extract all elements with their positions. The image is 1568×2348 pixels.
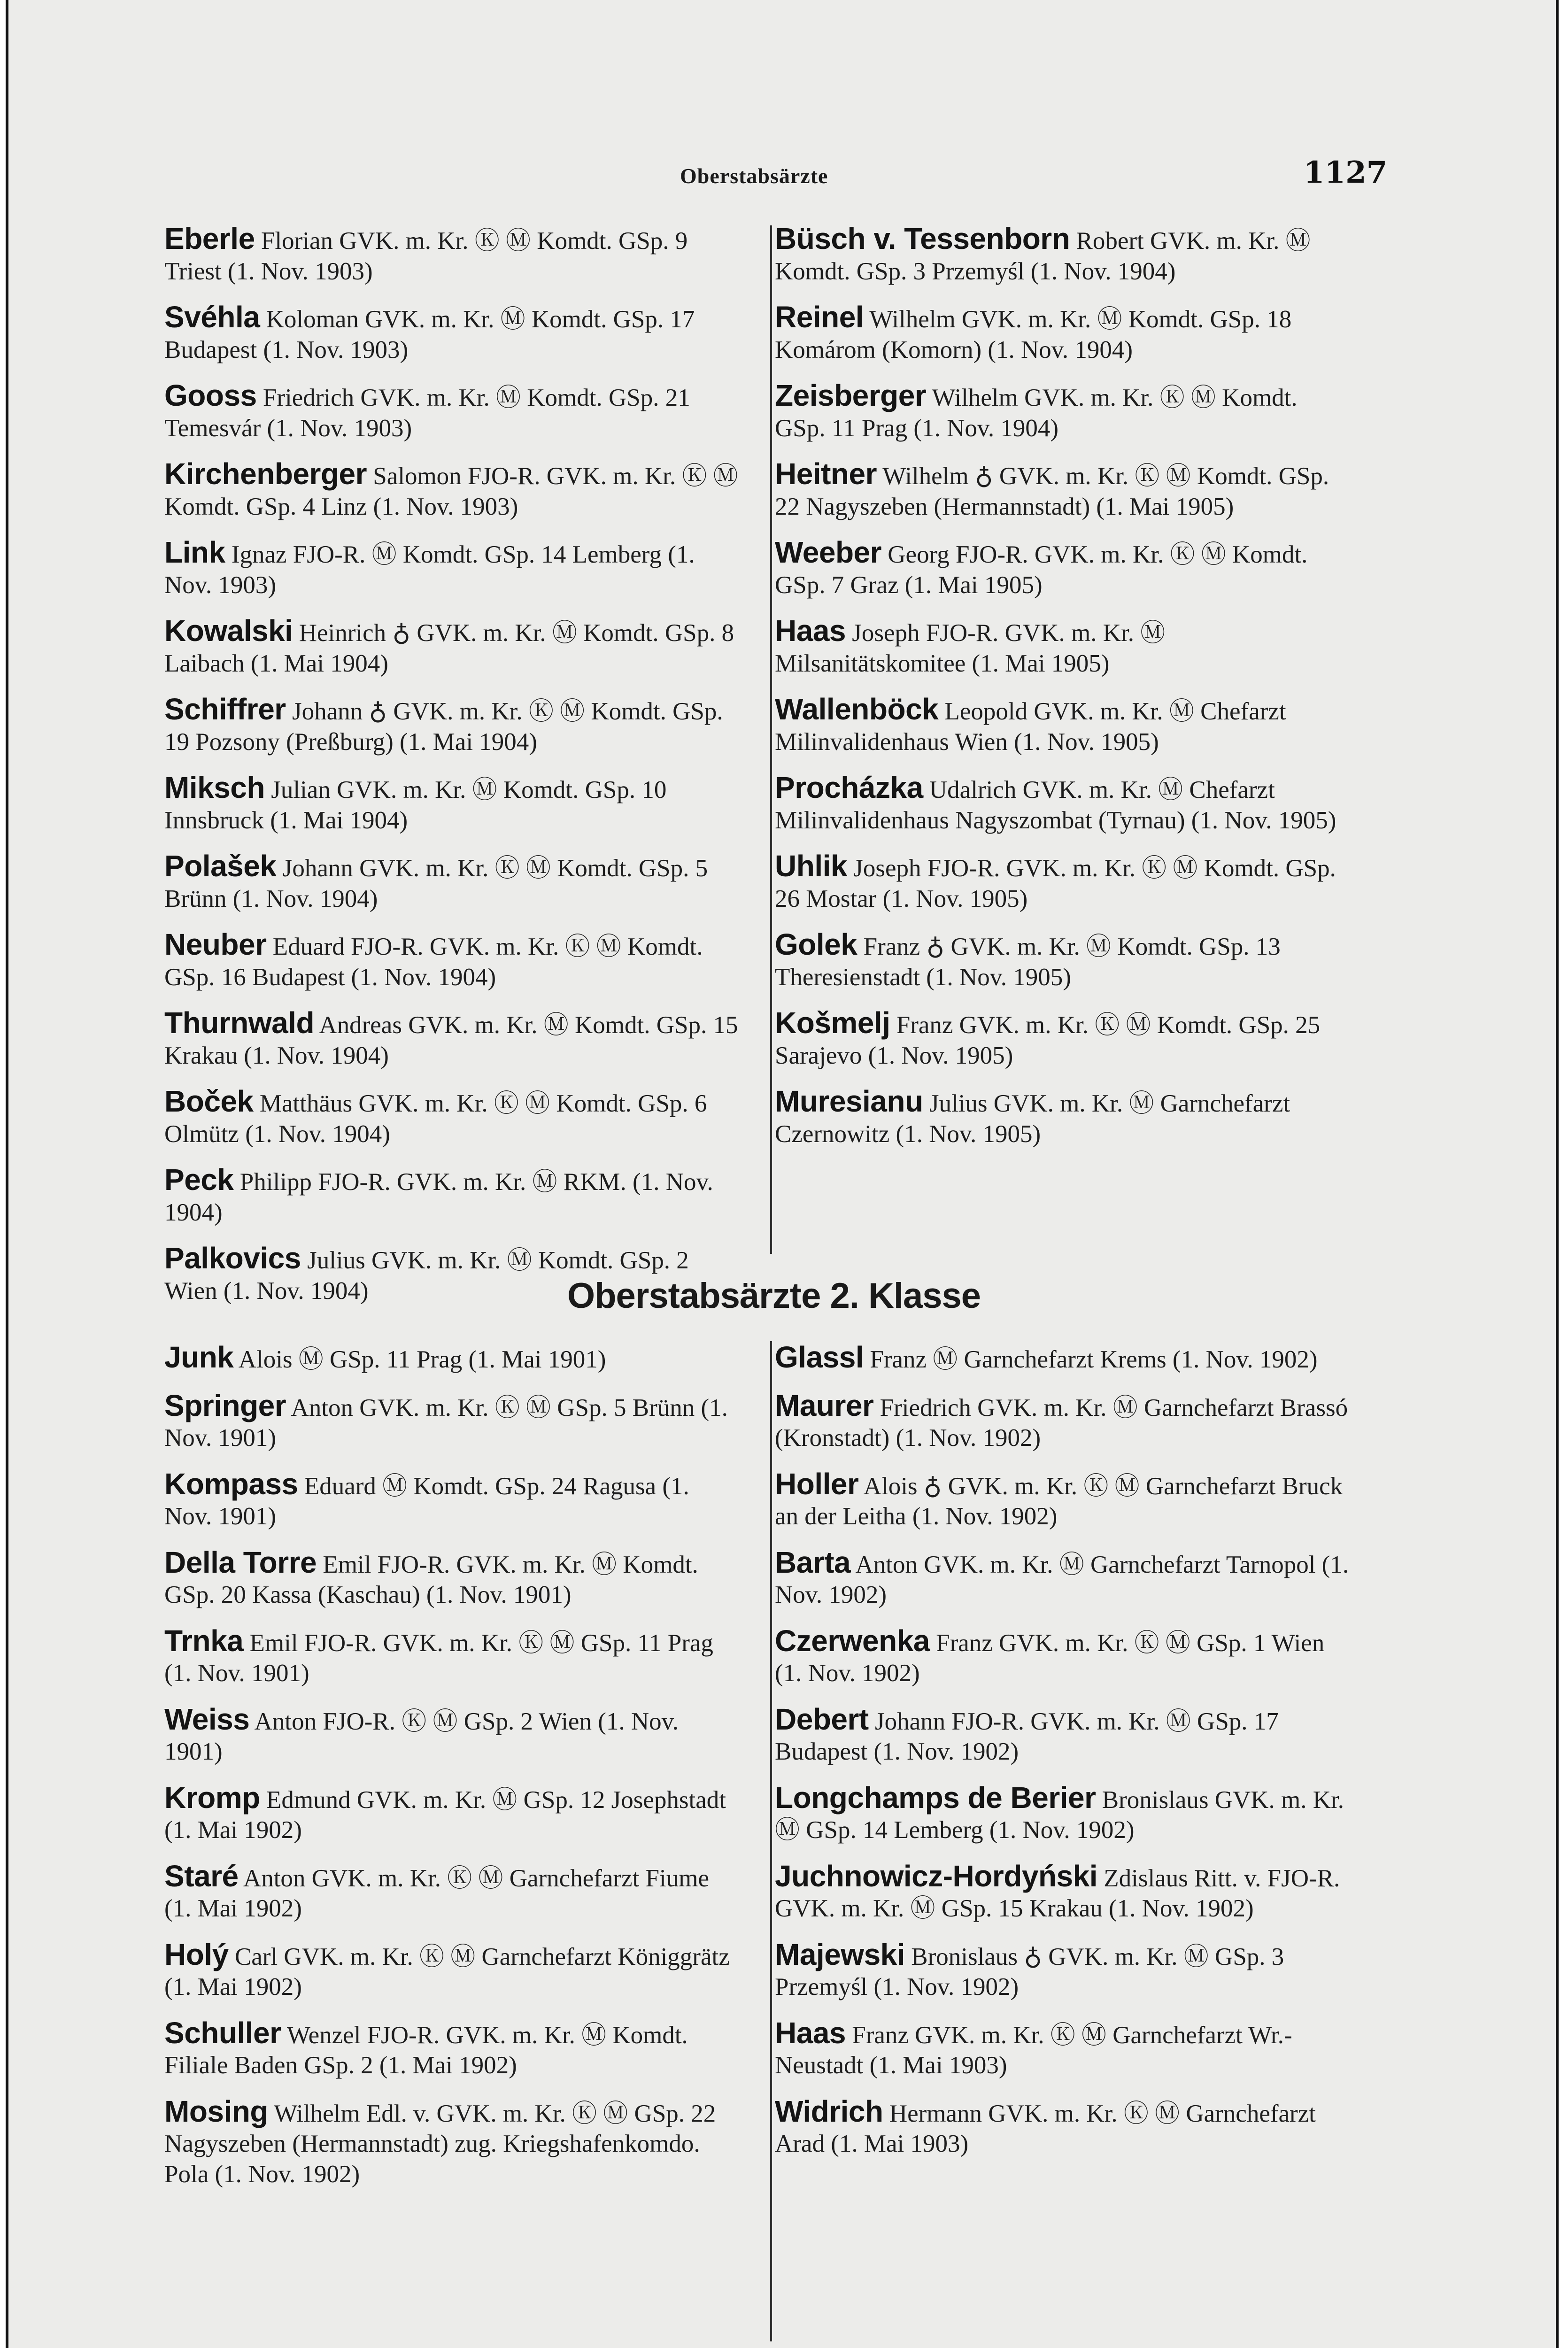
roster-entry: [775, 2018, 1350, 2081]
officer-details: Julius GVK. m. Kr. Ⓜ Garnchefarzt Czernowitz (1. Nov. 1905): [775, 1090, 1290, 1148]
roster-entry: [775, 1704, 1350, 1767]
roster-entry: [775, 380, 1350, 443]
officer-surname: Czerwenka: [775, 1623, 930, 1658]
officer-surname: Link: [164, 535, 225, 569]
roster-entry: [164, 1086, 740, 1149]
column-top-left: [164, 224, 740, 1321]
roster-entry: [775, 302, 1350, 365]
roster-entry: [775, 1861, 1350, 1924]
officer-surname: Longchamps de Berier: [775, 1780, 1096, 1815]
officer-surname: Heitner: [775, 457, 877, 491]
officer-surname: Trnka: [164, 1623, 244, 1658]
officer-details: Julian GVK. m. Kr. Ⓜ Komdt. GSp. 10 Innsbruck (1. Mai 1904): [164, 776, 667, 834]
officer-details: Franz GVK. m. Kr. Ⓚ Ⓜ Komdt. GSp. 25 Sarajevo (1. Nov. 1905): [775, 1012, 1321, 1069]
officer-details: Georg FJO-R. GVK. m. Kr. Ⓚ Ⓜ Komdt. GSp. 7 Graz (1. Mai 1905): [775, 541, 1308, 599]
officer-surname: Della Torre: [164, 1545, 317, 1579]
roster-entry: [164, 2096, 740, 2190]
roster-entry: [775, 1342, 1350, 1375]
column-divider-bottom: [770, 1341, 772, 2341]
officer-surname: Haas: [775, 2016, 846, 2050]
officer-surname: Junk: [164, 1340, 234, 1374]
officer-details: Carl GVK. m. Kr. Ⓚ Ⓜ Garnchefarzt Königgrätz (1. Mai 1902): [164, 1943, 730, 2000]
officer-details: Franz ♁ GVK. m. Kr. Ⓜ Komdt. GSp. 13 Theresienstadt (1. Nov. 1905): [775, 933, 1281, 991]
officer-details: Joseph FJO-R. GVK. m. Kr. Ⓚ Ⓜ Komdt. GSp. 26 Mostar (1. Nov. 1905): [775, 855, 1336, 912]
officer-surname: Holler: [775, 1467, 859, 1501]
officer-surname: Thurnwald: [164, 1006, 315, 1040]
officer-surname: Majewski: [775, 1937, 905, 1971]
roster-entry: [164, 459, 740, 522]
roster-entry: [164, 302, 740, 365]
officer-details: Wilhelm GVK. m. Kr. Ⓜ Komdt. GSp. 18 Komárom (Komorn) (1. Nov. 1904): [775, 306, 1292, 363]
officer-surname: Debert: [775, 1702, 869, 1736]
roster-entry: [775, 459, 1350, 522]
roster-entry: [164, 929, 740, 992]
officer-surname: Maurer: [775, 1388, 874, 1422]
roster-entry: [164, 1623, 740, 1689]
officer-details: Anton FJO-R. Ⓚ Ⓜ GSp. 2 Wien (1. Nov. 1901): [164, 1707, 679, 1765]
roster-entry: [775, 694, 1350, 757]
roster-entry: [164, 1547, 740, 1610]
officer-surname: Widrich: [775, 2094, 883, 2128]
column-divider-top: [770, 225, 772, 1254]
officer-surname: Mosing: [164, 2094, 268, 2128]
roster-entry: [164, 1342, 740, 1375]
officer-details: Florian GVK. m. Kr. Ⓚ Ⓜ Komdt. GSp. 9 Triest (1. Nov. 1903): [164, 227, 688, 285]
officer-surname: Procházka: [775, 771, 923, 804]
officer-surname: Zeisberger: [775, 378, 927, 412]
officer-surname: Staré: [164, 1859, 239, 1893]
column-bottom-right: [775, 1342, 1350, 2175]
officer-surname: Košmelj: [775, 1006, 890, 1040]
officer-surname: Weeber: [775, 535, 882, 569]
roster-entry: [775, 616, 1350, 679]
officer-surname: Weiss: [164, 1702, 250, 1736]
roster-entry: [775, 1469, 1350, 1532]
officer-details: Emil FJO-R. GVK. m. Kr. Ⓜ Komdt. GSp. 20 Kassa (Kaschau) (1. Nov. 1901): [164, 1551, 698, 1608]
officer-surname: Peck: [164, 1163, 234, 1197]
roster-entry: [164, 537, 740, 600]
officer-details: Anton GVK. m. Kr. Ⓚ Ⓜ Garnchefarzt Fiume (1. Mai 1902): [164, 1864, 709, 1922]
roster-entry: [775, 851, 1350, 914]
roster-entry: [164, 380, 740, 443]
section-title: Oberstabsärzte 2. Klasse: [567, 1276, 981, 1316]
officer-details: Franz Ⓜ Garnchefarzt Krems (1. Nov. 1902): [870, 1346, 1318, 1373]
officer-details: Koloman GVK. m. Kr. Ⓜ Komdt. GSp. 17 Budapest (1. Nov. 1903): [164, 306, 695, 363]
officer-surname: Schuller: [164, 2016, 281, 2050]
page-number: 1127: [1304, 155, 1388, 190]
officer-surname: Wallenböck: [775, 692, 939, 726]
officer-details: Bronislaus ♁ GVK. m. Kr. Ⓜ GSp. 3 Przemyśl (1. Nov. 1902): [775, 1943, 1284, 2000]
scanned-page: [8, 0, 1556, 2348]
roster-entry: [775, 1547, 1350, 1610]
roster-entry: [775, 2096, 1350, 2159]
roster-entry: [164, 1704, 740, 1767]
officer-details: Franz GVK. m. Kr. Ⓚ Ⓜ Garnchefarzt Wr.-Neustadt (1. Mai 1903): [775, 2021, 1292, 2079]
officer-details: Johann FJO-R. GVK. m. Kr. Ⓜ GSp. 17 Budapest (1. Nov. 1902): [775, 1707, 1279, 1765]
officer-surname: Kirchenberger: [164, 457, 367, 491]
roster-entry: [164, 1469, 740, 1532]
roster-entry: [775, 772, 1350, 835]
officer-details: Matthäus GVK. m. Kr. Ⓚ Ⓜ Komdt. GSp. 6 Olmütz (1. Nov. 1904): [164, 1090, 707, 1148]
roster-entry: [775, 224, 1350, 286]
officer-details: Eduard Ⓜ Komdt. GSp. 24 Ragusa (1. Nov. 1901): [164, 1472, 689, 1530]
officer-surname: Kowalski: [164, 614, 293, 648]
roster-entry: [775, 1008, 1350, 1071]
column-bottom-left: [164, 1342, 740, 2205]
officer-details: Friedrich GVK. m. Kr. Ⓜ Komdt. GSp. 21 Temesvár (1. Nov. 1903): [164, 384, 690, 442]
officer-surname: Boček: [164, 1084, 254, 1118]
officer-surname: Schiffrer: [164, 692, 286, 726]
officer-details: Edmund GVK. m. Kr. Ⓜ GSp. 12 Josephstadt (1. Mai 1902): [164, 1786, 726, 1844]
officer-details: Zdislaus Ritt. v. FJO-R. GVK. m. Kr. Ⓜ GSp. 15 Krakau (1. Nov. 1902): [775, 1864, 1340, 1922]
officer-surname: Golek: [775, 927, 857, 961]
officer-details: Philipp FJO-R. GVK. m. Kr. Ⓜ RKM. (1. Nov. 1904): [164, 1168, 713, 1226]
roster-entry: [164, 1008, 740, 1071]
officer-surname: Uhlik: [775, 849, 847, 883]
running-head: Oberstabsärzte: [680, 164, 828, 188]
officer-details: Ignaz FJO-R. Ⓜ Komdt. GSp. 14 Lemberg (1. Nov. 1903): [164, 541, 695, 599]
officer-details: Robert GVK. m. Kr. Ⓜ Komdt. GSp. 3 Przemyśl (1. Nov. 1904): [775, 227, 1311, 285]
officer-surname: Kompass: [164, 1467, 298, 1501]
officer-details: Julius GVK. m. Kr. Ⓜ Komdt. GSp. 2 Wien (1. Nov. 1904): [164, 1247, 689, 1305]
officer-details: Hermann GVK. m. Kr. Ⓚ Ⓜ Garnchefarzt Arad (1. Mai 1903): [775, 2100, 1316, 2157]
officer-details: Wilhelm ♁ GVK. m. Kr. Ⓚ Ⓜ Komdt. GSp. 22 Nagyszeben (Hermannstadt) (1. Mai 1905): [775, 463, 1329, 520]
officer-details: Leopold GVK. m. Kr. Ⓜ Chefarzt Milinvalidenhaus Wien (1. Nov. 1905): [775, 698, 1286, 756]
officer-surname: Miksch: [164, 771, 265, 804]
roster-entry: [164, 2018, 740, 2081]
roster-entry: [775, 929, 1350, 992]
officer-details: Wilhelm Edl. v. GVK. m. Kr. Ⓚ Ⓜ GSp. 22 Nagyszeben (Hermannstadt) zug. Kriegshafenkomdo. Pola (1. Nov. 1902): [164, 2100, 716, 2188]
officer-surname: Svéhla: [164, 300, 260, 334]
roster-entry: [164, 851, 740, 914]
officer-surname: Haas: [775, 614, 846, 648]
officer-details: Wilhelm GVK. m. Kr. Ⓚ Ⓜ Komdt. GSp. 11 Prag (1. Nov. 1904): [775, 384, 1298, 442]
officer-details: Joseph FJO-R. GVK. m. Kr. Ⓜ Milsanitätskomitee (1. Mai 1905): [775, 619, 1166, 677]
roster-entry: [164, 772, 740, 835]
officer-details: Alois Ⓜ GSp. 11 Prag (1. Mai 1901): [238, 1346, 606, 1373]
officer-surname: Barta: [775, 1545, 851, 1579]
roster-entry: [775, 1623, 1350, 1689]
roster-entry: [775, 1086, 1350, 1149]
roster-entry: [164, 694, 740, 757]
officer-surname: Holý: [164, 1937, 229, 1971]
officer-details: Anton GVK. m. Kr. Ⓚ Ⓜ GSp. 5 Brünn (1. Nov. 1901): [164, 1394, 728, 1452]
officer-surname: Eberle: [164, 222, 255, 255]
officer-details: Franz GVK. m. Kr. Ⓚ Ⓜ GSp. 1 Wien (1. Nov. 1902): [775, 1629, 1325, 1687]
officer-surname: Gooss: [164, 378, 257, 412]
roster-entry: [164, 1939, 740, 2002]
officer-surname: Glassl: [775, 1340, 864, 1374]
roster-entry: [164, 1390, 740, 1453]
roster-entry: [164, 1861, 740, 1924]
officer-surname: Springer: [164, 1388, 286, 1422]
officer-details: Johann ♁ GVK. m. Kr. Ⓚ Ⓜ Komdt. GSp. 19 Pozsony (Preßburg) (1. Mai 1904): [164, 698, 723, 756]
officer-details: Salomon FJO-R. GVK. m. Kr. Ⓚ Ⓜ Komdt. GSp. 4 Linz (1. Nov. 1903): [164, 463, 738, 520]
officer-details: Udalrich GVK. m. Kr. Ⓜ Chefarzt Milinvalidenhaus Nagyszombat (Tyrnau) (1. Nov. 1905): [775, 776, 1336, 834]
scan-border-right: [1556, 0, 1559, 2348]
column-top-right: [775, 224, 1350, 1165]
roster-entry: [164, 224, 740, 286]
officer-surname: Polašek: [164, 849, 277, 883]
roster-entry: [164, 1780, 740, 1846]
roster-entry: [775, 537, 1350, 600]
officer-details: Eduard FJO-R. GVK. m. Kr. Ⓚ Ⓜ Komdt. GSp. 16 Budapest (1. Nov. 1904): [164, 933, 703, 991]
officer-details: Andreas GVK. m. Kr. Ⓜ Komdt. GSp. 15 Krakau (1. Nov. 1904): [164, 1012, 738, 1069]
officer-details: Wenzel FJO-R. GVK. m. Kr. Ⓜ Komdt. Filiale Baden GSp. 2 (1. Mai 1902): [164, 2021, 688, 2079]
officer-surname: Kromp: [164, 1780, 260, 1815]
officer-details: Johann GVK. m. Kr. Ⓚ Ⓜ Komdt. GSp. 5 Brünn (1. Nov. 1904): [164, 855, 708, 912]
officer-details: Heinrich ♁ GVK. m. Kr. Ⓜ Komdt. GSp. 8 Laibach (1. Mai 1904): [164, 619, 734, 677]
officer-surname: Muresianu: [775, 1084, 923, 1118]
officer-details: Emil FJO-R. GVK. m. Kr. Ⓚ Ⓜ GSp. 11 Prag (1. Nov. 1901): [164, 1629, 713, 1687]
officer-surname: Juchnowicz-Hordyński: [775, 1859, 1097, 1893]
roster-entry: [775, 1939, 1350, 2002]
officer-details: Friedrich GVK. m. Kr. Ⓜ Garnchefarzt Brassó (Kronstadt) (1. Nov. 1902): [775, 1394, 1348, 1452]
roster-entry: [164, 616, 740, 679]
officer-surname: Neuber: [164, 927, 267, 961]
officer-details: Alois ♁ GVK. m. Kr. Ⓚ Ⓜ Garnchefarzt Bruck an der Leitha (1. Nov. 1902): [775, 1472, 1343, 1530]
officer-surname: Büsch v. Tessenborn: [775, 222, 1070, 255]
roster-entry: [775, 1390, 1350, 1453]
officer-details: Bronislaus GVK. m. Kr. Ⓜ GSp. 14 Lemberg (1. Nov. 1902): [775, 1786, 1344, 1844]
roster-entry: [775, 1780, 1350, 1846]
officer-surname: Palkovics: [164, 1241, 301, 1275]
officer-surname: Reinel: [775, 300, 864, 334]
officer-details: Anton GVK. m. Kr. Ⓜ Garnchefarzt Tarnopol (1. Nov. 1902): [775, 1551, 1349, 1608]
roster-entry: [164, 1165, 740, 1228]
